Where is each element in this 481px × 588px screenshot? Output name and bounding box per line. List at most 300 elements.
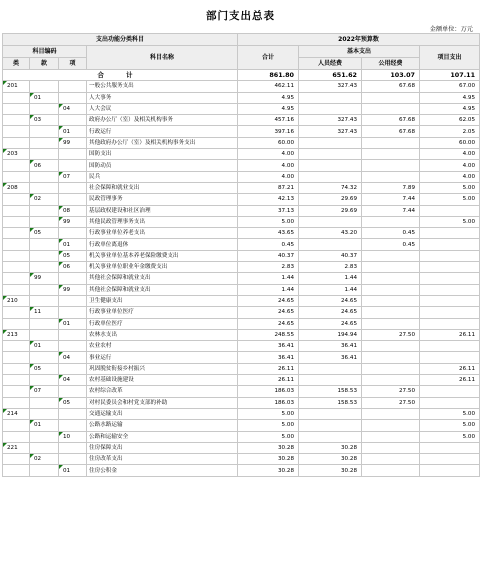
header-project: 项目支出 — [420, 46, 480, 70]
cell-subject-name: 行政事业单位养老支出 — [87, 228, 238, 239]
table-row — [3, 160, 480, 171]
cell-xiang: 05 — [59, 250, 87, 261]
cell-xiang — [59, 295, 87, 306]
cell-xiang — [59, 363, 87, 374]
cell-subject-name: 国防支出 — [87, 149, 238, 160]
cell-personnel: 2.83 — [299, 262, 362, 273]
cell-total: 30.28 — [238, 454, 299, 465]
cell-kuan — [30, 375, 59, 386]
cell-subject-name: 事业运行 — [87, 352, 238, 363]
cell-project — [420, 295, 480, 306]
cell-personnel: 1.44 — [299, 284, 362, 295]
table-row — [3, 420, 480, 431]
cell-subject-name: 行政运行 — [87, 126, 238, 137]
cell-personnel — [299, 420, 362, 431]
cell-total: 24.65 — [238, 295, 299, 306]
cell-total: 36.41 — [238, 341, 299, 352]
cell-total: 30.28 — [238, 442, 299, 453]
cell-total: 5.00 — [238, 431, 299, 442]
cell-subject-name: 行政单位离退休 — [87, 239, 238, 250]
cell-kuan — [30, 182, 59, 193]
cell-personnel — [299, 408, 362, 419]
cell-subject-name: 农村综合改革 — [87, 386, 238, 397]
cell-project — [420, 262, 480, 273]
cell-kuan: 01 — [30, 341, 59, 352]
total-personnel: 651.62 — [299, 70, 362, 81]
cell-subject-name: 机关事业单位职业年金缴费支出 — [87, 262, 238, 273]
cell-kuan — [30, 171, 59, 182]
cell-public: 67.68 — [362, 115, 420, 126]
cell-total: 42.13 — [238, 194, 299, 205]
cell-lei — [3, 431, 30, 442]
cell-total: 5.00 — [238, 420, 299, 431]
cell-personnel: 43.20 — [299, 228, 362, 239]
table-row — [3, 341, 480, 352]
cell-public: 0.45 — [362, 239, 420, 250]
cell-subject-name: 民兵 — [87, 171, 238, 182]
cell-kuan — [30, 442, 59, 453]
cell-kuan — [30, 250, 59, 261]
cell-project: 5.00 — [420, 194, 480, 205]
cell-xiang — [59, 454, 87, 465]
cell-kuan — [30, 431, 59, 442]
header-lei: 类 — [3, 58, 30, 70]
table-row — [3, 250, 480, 261]
total-row — [3, 70, 480, 81]
cell-personnel: 24.65 — [299, 318, 362, 329]
cell-project — [420, 205, 480, 216]
header-public: 公用经费 — [362, 58, 420, 70]
cell-xiang: 06 — [59, 262, 87, 273]
cell-kuan — [30, 137, 59, 148]
cell-public — [362, 273, 420, 284]
cell-personnel: 36.41 — [299, 352, 362, 363]
cell-total: 457.16 — [238, 115, 299, 126]
header-subject-code: 科目编码 — [3, 46, 87, 58]
cell-total: 26.11 — [238, 375, 299, 386]
table-row — [3, 465, 480, 476]
cell-project — [420, 273, 480, 284]
cell-subject-name: 政府办公厅（室）及相关机构事务 — [87, 115, 238, 126]
cell-public — [362, 465, 420, 476]
table-row — [3, 182, 480, 193]
cell-kuan — [30, 216, 59, 227]
cell-xiang: 01 — [59, 239, 87, 250]
cell-xiang — [59, 182, 87, 193]
cell-subject-name: 人大事务 — [87, 92, 238, 103]
cell-xiang — [59, 92, 87, 103]
cell-subject-name: 一般公共服务支出 — [87, 81, 238, 92]
cell-public: 67.68 — [362, 126, 420, 137]
cell-public — [362, 420, 420, 431]
cell-public — [362, 250, 420, 261]
cell-project: 4.00 — [420, 171, 480, 182]
table-row — [3, 239, 480, 250]
table-row — [3, 205, 480, 216]
cell-subject-name: 社会保障和就业支出 — [87, 182, 238, 193]
cell-kuan — [30, 352, 59, 363]
cell-lei — [3, 103, 30, 114]
table-row — [3, 149, 480, 160]
cell-total: 397.16 — [238, 126, 299, 137]
table-row — [3, 329, 480, 340]
cell-xiang — [59, 273, 87, 284]
cell-public — [362, 318, 420, 329]
cell-total: 36.41 — [238, 352, 299, 363]
cell-lei — [3, 171, 30, 182]
table-row — [3, 216, 480, 227]
cell-lei — [3, 137, 30, 148]
cell-total: 24.65 — [238, 318, 299, 329]
cell-lei — [3, 92, 30, 103]
cell-personnel: 327.43 — [299, 81, 362, 92]
cell-personnel: 30.28 — [299, 465, 362, 476]
cell-personnel: 30.28 — [299, 454, 362, 465]
cell-public — [362, 103, 420, 114]
cell-total: 26.11 — [238, 363, 299, 374]
cell-project — [420, 454, 480, 465]
table-row — [3, 103, 480, 114]
cell-project: 2.05 — [420, 126, 480, 137]
cell-lei: 213 — [3, 329, 30, 340]
cell-kuan — [30, 126, 59, 137]
cell-project: 26.11 — [420, 363, 480, 374]
cell-project — [420, 386, 480, 397]
table-row — [3, 115, 480, 126]
cell-public — [362, 160, 420, 171]
cell-personnel: 36.41 — [299, 341, 362, 352]
cell-xiang — [59, 160, 87, 171]
cell-public: 7.44 — [362, 205, 420, 216]
cell-personnel: 327.43 — [299, 115, 362, 126]
cell-kuan — [30, 262, 59, 273]
cell-project: 26.11 — [420, 329, 480, 340]
cell-xiang — [59, 149, 87, 160]
cell-project — [420, 228, 480, 239]
cell-public — [362, 262, 420, 273]
cell-personnel — [299, 137, 362, 148]
cell-public — [362, 137, 420, 148]
cell-public — [362, 352, 420, 363]
cell-subject-name: 农林水支出 — [87, 329, 238, 340]
cell-lei: 210 — [3, 295, 30, 306]
cell-total: 4.95 — [238, 103, 299, 114]
cell-kuan: 03 — [30, 115, 59, 126]
total-amount: 861.80 — [238, 70, 299, 81]
cell-public — [362, 284, 420, 295]
cell-xiang: 99 — [59, 284, 87, 295]
cell-total: 186.03 — [238, 386, 299, 397]
cell-kuan: 05 — [30, 363, 59, 374]
cell-xiang: 99 — [59, 137, 87, 148]
cell-public — [362, 408, 420, 419]
cell-lei — [3, 115, 30, 126]
cell-xiang — [59, 81, 87, 92]
cell-public — [362, 375, 420, 386]
cell-public: 0.45 — [362, 228, 420, 239]
table-row — [3, 137, 480, 148]
cell-public: 67.68 — [362, 81, 420, 92]
cell-public — [362, 171, 420, 182]
cell-subject-name: 行政单位医疗 — [87, 318, 238, 329]
cell-kuan — [30, 81, 59, 92]
cell-subject-name: 机关事业单位基本养老保险缴费支出 — [87, 250, 238, 261]
cell-project: 26.11 — [420, 375, 480, 386]
cell-project — [420, 341, 480, 352]
cell-lei: 201 — [3, 81, 30, 92]
cell-total: 248.55 — [238, 329, 299, 340]
cell-subject-name: 国防动员 — [87, 160, 238, 171]
cell-kuan — [30, 329, 59, 340]
cell-xiang — [59, 442, 87, 453]
unit-label: 金额单位：万元 — [429, 26, 473, 33]
cell-project: 4.00 — [420, 149, 480, 160]
cell-lei — [3, 307, 30, 318]
header-subject-name: 科目名称 — [87, 46, 238, 70]
table-row — [3, 126, 480, 137]
table-row — [3, 442, 480, 453]
table-row — [3, 386, 480, 397]
cell-project — [420, 465, 480, 476]
table-row — [3, 171, 480, 182]
cell-public — [362, 442, 420, 453]
cell-total: 24.65 — [238, 307, 299, 318]
cell-kuan: 01 — [30, 92, 59, 103]
header-basic: 基本支出 — [299, 46, 420, 58]
cell-personnel — [299, 92, 362, 103]
cell-personnel: 29.69 — [299, 194, 362, 205]
cell-subject-name: 其他社会保障和就业支出 — [87, 273, 238, 284]
table-row — [3, 284, 480, 295]
cell-xiang — [59, 386, 87, 397]
cell-subject-name: 人大会议 — [87, 103, 238, 114]
cell-personnel: 158.53 — [299, 397, 362, 408]
cell-total: 30.28 — [238, 465, 299, 476]
cell-personnel: 327.43 — [299, 126, 362, 137]
cell-lei — [3, 420, 30, 431]
cell-lei — [3, 194, 30, 205]
cell-project: 4.95 — [420, 103, 480, 114]
cell-xiang: 04 — [59, 375, 87, 386]
cell-xiang — [59, 329, 87, 340]
cell-lei — [3, 386, 30, 397]
cell-total: 5.00 — [238, 408, 299, 419]
cell-personnel — [299, 375, 362, 386]
cell-personnel: 158.53 — [299, 386, 362, 397]
cell-public — [362, 363, 420, 374]
cell-project: 5.00 — [420, 216, 480, 227]
table-row — [3, 81, 480, 92]
cell-lei: 214 — [3, 408, 30, 419]
cell-lei — [3, 160, 30, 171]
table-row — [3, 194, 480, 205]
cell-kuan — [30, 318, 59, 329]
cell-total: 5.00 — [238, 216, 299, 227]
header-year-budget: 2022年预算数 — [238, 34, 480, 46]
cell-project: 62.05 — [420, 115, 480, 126]
cell-subject-name: 住房公积金 — [87, 465, 238, 476]
page-title: 部门支出总表 — [206, 10, 275, 22]
cell-project: 5.00 — [420, 182, 480, 193]
cell-public — [362, 431, 420, 442]
cell-total: 2.83 — [238, 262, 299, 273]
cell-personnel: 30.28 — [299, 442, 362, 453]
cell-kuan: 02 — [30, 454, 59, 465]
cell-personnel: 74.32 — [299, 182, 362, 193]
cell-personnel — [299, 431, 362, 442]
cell-lei — [3, 352, 30, 363]
cell-public: 27.50 — [362, 329, 420, 340]
cell-total: 4.95 — [238, 92, 299, 103]
cell-total: 4.00 — [238, 160, 299, 171]
cell-kuan: 01 — [30, 420, 59, 431]
cell-project — [420, 318, 480, 329]
cell-subject-name: 行政事业单位医疗 — [87, 307, 238, 318]
cell-public: 27.50 — [362, 386, 420, 397]
table-row — [3, 295, 480, 306]
cell-lei — [3, 454, 30, 465]
total-public: 103.07 — [362, 70, 420, 81]
cell-subject-name: 卫生健康支出 — [87, 295, 238, 306]
header-personnel: 人员经费 — [299, 58, 362, 70]
cell-lei — [3, 228, 30, 239]
cell-kuan — [30, 408, 59, 419]
cell-public — [362, 216, 420, 227]
cell-total: 1.44 — [238, 273, 299, 284]
cell-subject-name: 农村基础设施建设 — [87, 375, 238, 386]
cell-xiang: 01 — [59, 465, 87, 476]
cell-personnel: 24.65 — [299, 307, 362, 318]
header-kuan: 款 — [30, 58, 59, 70]
cell-lei — [3, 341, 30, 352]
cell-lei: 203 — [3, 149, 30, 160]
cell-xiang — [59, 341, 87, 352]
cell-subject-name: 农业农村 — [87, 341, 238, 352]
cell-subject-name: 民政管理事务 — [87, 194, 238, 205]
cell-xiang: 05 — [59, 397, 87, 408]
cell-xiang — [59, 115, 87, 126]
cell-project — [420, 397, 480, 408]
cell-subject-name: 其他民政管理事务支出 — [87, 216, 238, 227]
cell-subject-name: 交通运输支出 — [87, 408, 238, 419]
cell-kuan — [30, 205, 59, 216]
cell-xiang — [59, 307, 87, 318]
cell-total: 43.65 — [238, 228, 299, 239]
cell-subject-name: 巩固脱贫衔接乡村振兴 — [87, 363, 238, 374]
cell-xiang — [59, 408, 87, 419]
cell-kuan: 99 — [30, 273, 59, 284]
cell-project — [420, 307, 480, 318]
cell-xiang — [59, 194, 87, 205]
cell-total: 37.13 — [238, 205, 299, 216]
cell-lei — [3, 363, 30, 374]
cell-lei — [3, 250, 30, 261]
cell-lei — [3, 205, 30, 216]
cell-kuan: 05 — [30, 228, 59, 239]
cell-personnel — [299, 171, 362, 182]
cell-project: 5.00 — [420, 420, 480, 431]
cell-xiang: 10 — [59, 431, 87, 442]
header-xiang: 项 — [59, 58, 87, 70]
cell-project: 5.00 — [420, 431, 480, 442]
cell-subject-name: 公路和运输安全 — [87, 431, 238, 442]
cell-xiang: 04 — [59, 103, 87, 114]
cell-kuan: 02 — [30, 194, 59, 205]
cell-kuan — [30, 284, 59, 295]
cell-public — [362, 341, 420, 352]
cell-xiang: 01 — [59, 126, 87, 137]
cell-public — [362, 295, 420, 306]
cell-total: 60.00 — [238, 137, 299, 148]
table-row — [3, 408, 480, 419]
cell-total: 0.45 — [238, 239, 299, 250]
expenditure-table — [2, 33, 480, 477]
cell-project: 60.00 — [420, 137, 480, 148]
cell-project — [420, 239, 480, 250]
cell-personnel — [299, 160, 362, 171]
cell-total: 4.00 — [238, 171, 299, 182]
cell-project: 4.00 — [420, 160, 480, 171]
cell-xiang — [59, 228, 87, 239]
cell-subject-name: 其他社会保障和就业支出 — [87, 284, 238, 295]
cell-personnel: 40.37 — [299, 250, 362, 261]
cell-personnel — [299, 363, 362, 374]
cell-personnel — [299, 149, 362, 160]
cell-project — [420, 352, 480, 363]
cell-lei — [3, 397, 30, 408]
cell-kuan: 06 — [30, 160, 59, 171]
cell-lei — [3, 284, 30, 295]
cell-total: 40.37 — [238, 250, 299, 261]
cell-project: 5.00 — [420, 408, 480, 419]
table-row — [3, 363, 480, 374]
cell-xiang: 07 — [59, 171, 87, 182]
cell-public: 7.89 — [362, 182, 420, 193]
cell-public: 7.44 — [362, 194, 420, 205]
cell-kuan — [30, 149, 59, 160]
cell-lei — [3, 375, 30, 386]
cell-public — [362, 149, 420, 160]
cell-lei — [3, 465, 30, 476]
cell-public — [362, 454, 420, 465]
cell-total: 186.03 — [238, 397, 299, 408]
cell-kuan — [30, 239, 59, 250]
cell-public — [362, 92, 420, 103]
table-row — [3, 92, 480, 103]
table-row — [3, 375, 480, 386]
cell-total: 4.00 — [238, 149, 299, 160]
cell-lei — [3, 239, 30, 250]
cell-lei: 221 — [3, 442, 30, 453]
table-row — [3, 352, 480, 363]
cell-kuan — [30, 397, 59, 408]
cell-lei — [3, 126, 30, 137]
cell-project — [420, 284, 480, 295]
table-row — [3, 318, 480, 329]
cell-personnel — [299, 216, 362, 227]
cell-personnel: 1.44 — [299, 273, 362, 284]
cell-public — [362, 307, 420, 318]
cell-project — [420, 442, 480, 453]
cell-personnel: 24.65 — [299, 295, 362, 306]
cell-subject-name: 对村民委员会和村党支部的补助 — [87, 397, 238, 408]
total-project: 107.11 — [420, 70, 480, 81]
cell-kuan — [30, 103, 59, 114]
cell-kuan: 07 — [30, 386, 59, 397]
total-label: 合 计 — [3, 70, 238, 81]
cell-kuan — [30, 465, 59, 476]
cell-total: 87.21 — [238, 182, 299, 193]
